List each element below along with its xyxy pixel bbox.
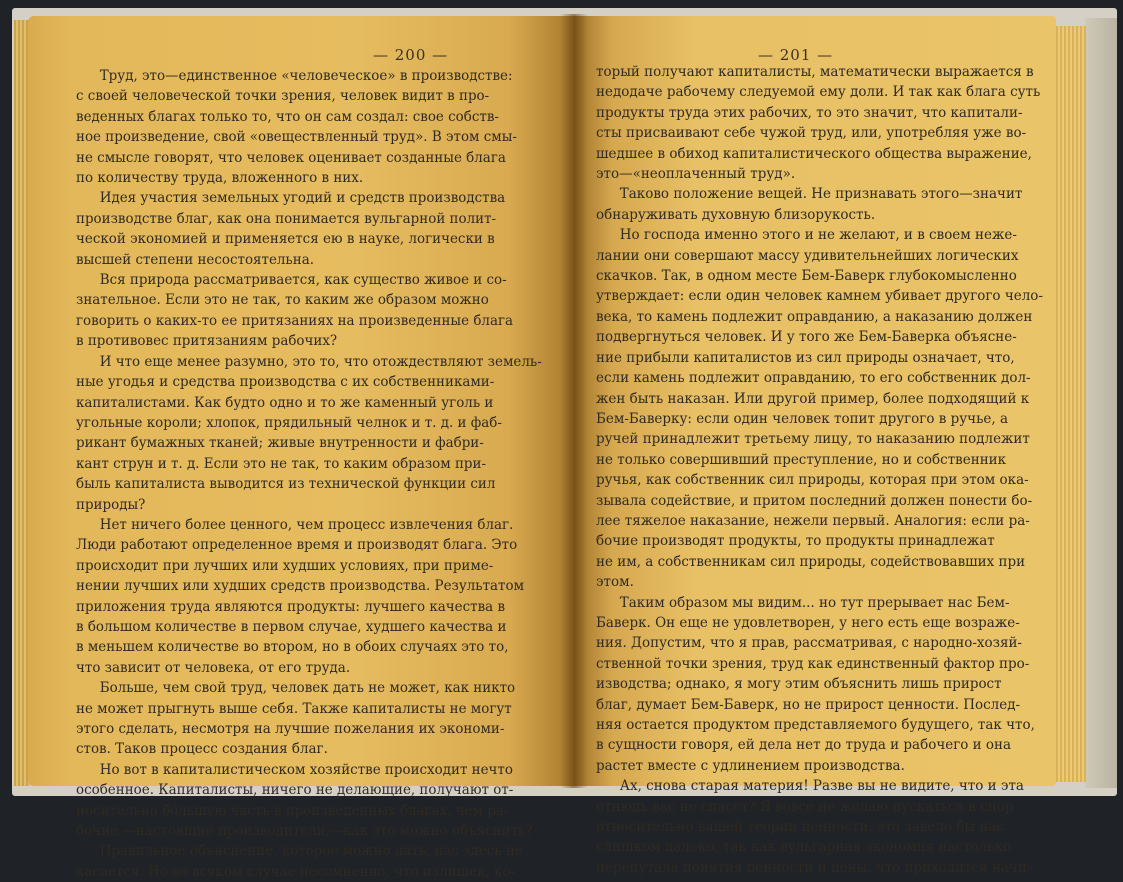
text-line: относительно вашей теории ценности, это завело бы нас xyxy=(596,819,1004,836)
text-line: обнаруживать духовную близорукость. xyxy=(596,206,876,223)
right-page xyxy=(574,16,1056,876)
text-line: шедшее в обиход капиталистического общества выражение, xyxy=(596,145,1032,162)
text-line: не им, а собственникам сил природы, содействовавших при xyxy=(596,553,1026,570)
text-line: Больше, чем свой труд, человек дать не может, как никто xyxy=(99,680,516,697)
text-line: производстве благ, как она понимается вульгарной полит- xyxy=(76,210,497,227)
text-line: ние прибыли капиталистов из сил природы означает, что, xyxy=(596,349,1015,366)
text-line: в большом количестве в первом случае, худшего качества и xyxy=(76,618,507,635)
book-cover-edge xyxy=(1085,18,1117,788)
text-line: что зависит от человека, от его труда. xyxy=(76,659,351,676)
text-line: в сущности говоря, ей дела нет до труда и рабочего и она xyxy=(596,737,1012,754)
text-line: ственной точки зрения, труд как единственный фактор про- xyxy=(596,655,1030,672)
text-line: подвергнуться человек. И у того же Бем-Баверка объясне- xyxy=(596,329,1017,346)
page-number-right: — 201 — xyxy=(758,46,834,64)
text-line: Правильное объяснение, которое можно дать, нас здесь не xyxy=(99,843,523,860)
text-line: отнюдь вас не спасет? Я вовсе не желаю пускаться в спор xyxy=(596,798,1014,815)
text-line: жен быть наказан. Или другой пример, более подходящий к xyxy=(596,390,1030,407)
text-line: носительно бо́льшую часть в произведенных благах, чем ра- xyxy=(76,802,509,819)
text-line: не смысле говорят, что человек оценивает созданные блага xyxy=(76,149,506,166)
text-line: Нет ничего более ценного, чем процесс извлечения благ. xyxy=(99,516,514,533)
text-line: стов. Таков процесс создания благ. xyxy=(76,741,328,758)
text-line: не только совершивший преступление, но и собственник xyxy=(596,451,1007,468)
text-line: ческой экономией и применяется ею в науке, логически в xyxy=(76,231,495,248)
text-line: зывала содействие, и притом последний должен понести бо- xyxy=(596,492,1033,509)
text-line: высшей степени несостоятельна. xyxy=(76,251,314,268)
text-line: продукты труда этих рабочих, то это значит, что капитали- xyxy=(596,104,1023,121)
text-line: происходит при лучших или худших условиях, при приме- xyxy=(76,557,494,574)
text-line: кант струн и т. д. Если это не так, то каким образом при- xyxy=(76,455,487,472)
text-line: угольные короли; хлопок, прядильный челнок и т. д. и фаб- xyxy=(76,414,502,431)
text-line: изводства; однако, я могу этим объяснить лишь прирост xyxy=(596,676,1002,693)
text-line: особенное. Капиталисты, ничего не делающие, получают от- xyxy=(76,782,514,799)
text-line: в меньшем количестве во втором, но в обоих случаях это то, xyxy=(76,639,509,656)
text-line: касается. Но во всяком случае несомненно, что излишек, ко- xyxy=(76,863,516,880)
text-line: лее тяжелое наказание, нежели первый. Аналогия: если ра- xyxy=(596,512,1030,529)
text-line: ния. Допустим, что я прав, рассматривая, с народно-хозяй- xyxy=(596,635,1022,652)
text-line: Люди работают определенное время и производят блага. Это xyxy=(76,537,518,554)
text-line: Таким образом мы видим... но тут прерывает нас Бем- xyxy=(619,594,1010,611)
text-line: Идея участия земельных угодий и средств производства xyxy=(99,190,506,207)
text-line: в противовес притязаниям рабочих? xyxy=(76,333,338,350)
text-line: природы? xyxy=(76,496,146,513)
text-line: этом. xyxy=(596,574,634,591)
text-line: не может прыгнуть выше себя. Также капиталисты не могут xyxy=(76,700,512,717)
text-line: ные угодья и средства производства с их собственниками- xyxy=(76,374,495,391)
text-line: бочие производят продукты, то продукты принадлежат xyxy=(596,533,995,550)
right-page-edges xyxy=(1052,26,1086,782)
text-line: И что еще менее разумно, это то, что отождествляют земель- xyxy=(99,353,542,370)
text-line: этого сделать, несмотря на лучшие пожелания их экономи- xyxy=(76,721,505,737)
text-line: бочие,—настоящие производители,—как это можно объяснить? xyxy=(76,823,533,840)
text-line: по количеству труда, вложенного в них. xyxy=(76,170,364,187)
text-line: Но вот в капиталистическом хозяйстве происходит нечто xyxy=(99,761,513,778)
text-line: капиталистами. Как будто одно и то же каменный уголь и xyxy=(76,394,494,411)
text-line: ручей принадлежит третьему лицу, то наказанию подлежит xyxy=(596,431,1030,448)
text-line: Вся природа рассматривается, как существо живое и со- xyxy=(99,272,507,289)
right-page-text xyxy=(596,62,1050,878)
text-line: быль капиталиста выводится из технической функции сил xyxy=(76,476,496,493)
text-line: нении лучших или худших средств производства. Результатом xyxy=(76,578,525,595)
text-line: Но господа именно этого и не желают, и в своем неже- xyxy=(619,227,1017,244)
text-line: Бем-Баверку: если один человек топит другого в ручье, а xyxy=(596,410,1008,427)
left-page-text xyxy=(76,66,596,882)
text-line: няя остается продуктом представляемого будущего, так что, xyxy=(596,717,1035,733)
page-number-left: — 200 — xyxy=(373,46,449,64)
text-line: растет вместе с удлинением производства. xyxy=(596,757,905,774)
text-line: с своей человеческой точки зрения, человек видит в про- xyxy=(76,88,490,105)
text-line: Труд, это—единственное «человеческое» в производстве: xyxy=(99,68,513,84)
text-line: веденных благах только то, что он сам создал: свое собств- xyxy=(76,108,499,125)
text-line: Ах, снова старая материя! Разве вы не видите, что и эта xyxy=(619,778,1024,795)
text-line: если камень подлежит оправданию, то его собственник дол- xyxy=(596,370,1031,387)
left-page xyxy=(28,16,574,880)
text-line: Таково положение вещей. Не признавать этого—значит xyxy=(619,186,1023,203)
text-line: лании они совершают массу удивительнейших логических xyxy=(596,247,1019,264)
text-line: перепутала понятия ценности и цены, что приходится начи- xyxy=(596,859,1032,876)
text-line: рикант бумажных тканей; живые внутренности и фабри- xyxy=(76,435,484,452)
text-line: недодаче рабочему следуемой ему доли. И так как блага суть xyxy=(596,84,1041,101)
text-line: утверждает: если один человек камнем убивает другого чело- xyxy=(596,288,1043,305)
text-line: торый получают капиталисты, математически выражается в xyxy=(596,64,1034,80)
text-line: благ, думает Бем-Баверк, но не прирост ценности. Послед- xyxy=(596,696,1021,713)
text-line: это—«неоплаченный труд». xyxy=(596,166,796,183)
text-line: приложения труда являются продукты: лучшего качества в xyxy=(76,598,506,615)
text-line: слишком далеко, так как вульгарная экономия настолько xyxy=(596,839,1012,856)
book-gutter xyxy=(560,14,588,788)
text-line: говорить о каких-то ее притязаниях на произведенные блага xyxy=(76,312,514,329)
text-line: сты присваивают себе чужой труд, или, употребляя уже во- xyxy=(596,125,1027,142)
text-line: скачков. Так, в одном месте Бем-Баверк глубокомысленно xyxy=(596,268,1017,285)
text-line: века, то камень подлежит оправданию, а наказанию должен xyxy=(596,308,1033,325)
text-line: ручья, как собственник сил природы, которая при этом ока- xyxy=(596,472,1029,489)
text-line: Баверк. Он еще не удовлетворен, у него есть еще возраже- xyxy=(596,614,1020,631)
text-line: ное произведение, свой «овеществленный труд». В этом смы- xyxy=(76,129,517,146)
text-line: знательное. Если это не так, то каким же образом можно xyxy=(76,292,489,309)
